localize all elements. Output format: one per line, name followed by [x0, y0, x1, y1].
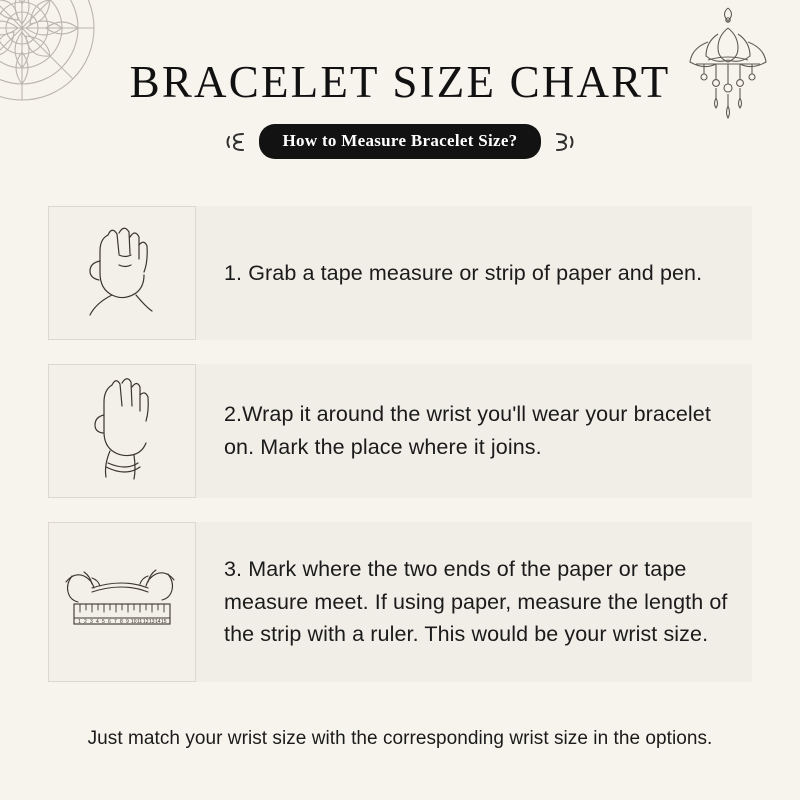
svg-text:5: 5 — [102, 619, 105, 625]
footer-note: Just match your wrist size with the corresponding wrist size in the options. — [87, 728, 713, 749]
svg-text:8: 8 — [120, 619, 123, 625]
page-title: BRACELET SIZE CHART — [129, 57, 671, 107]
svg-text:15: 15 — [161, 619, 167, 625]
step-2-text: 2.Wrap it around the wrist you'll wear your bracelet on. Mark the place where it joins. — [224, 402, 711, 459]
subtitle-row — [0, 124, 800, 159]
list-item — [48, 522, 752, 682]
steps-list — [48, 206, 752, 706]
svg-text:1: 1 — [78, 619, 81, 625]
flourish-icon — [551, 129, 577, 155]
svg-text:12: 12 — [143, 619, 149, 625]
hands-measuring-strip-with-ruler-icon — [48, 522, 196, 682]
list-item — [48, 206, 752, 340]
svg-text:7: 7 — [114, 619, 117, 625]
svg-text:2: 2 — [84, 619, 87, 625]
step-1-text: 1. Grab a tape measure or strip of paper and pen. — [224, 260, 703, 285]
svg-text:3: 3 — [90, 619, 93, 625]
svg-text:13: 13 — [149, 619, 155, 625]
step-3-text: 3. Mark where the two ends of the paper or tape measure meet. If using paper, measure the length of the strip with a ruler. This would be your wrist size. — [224, 556, 728, 647]
svg-text:14: 14 — [155, 619, 161, 625]
list-item — [48, 364, 752, 498]
hand-wrapping-tape-around-wrist-icon — [48, 364, 196, 498]
svg-text:6: 6 — [108, 619, 111, 625]
svg-text:9: 9 — [126, 619, 129, 625]
hand-fist-with-tape-icon — [48, 206, 196, 340]
flourish-icon — [223, 129, 249, 155]
svg-text:11: 11 — [137, 619, 143, 625]
svg-text:4: 4 — [96, 619, 99, 625]
svg-text:10: 10 — [131, 619, 137, 625]
subtitle-pill: How to Measure Bracelet Size? — [259, 124, 542, 159]
